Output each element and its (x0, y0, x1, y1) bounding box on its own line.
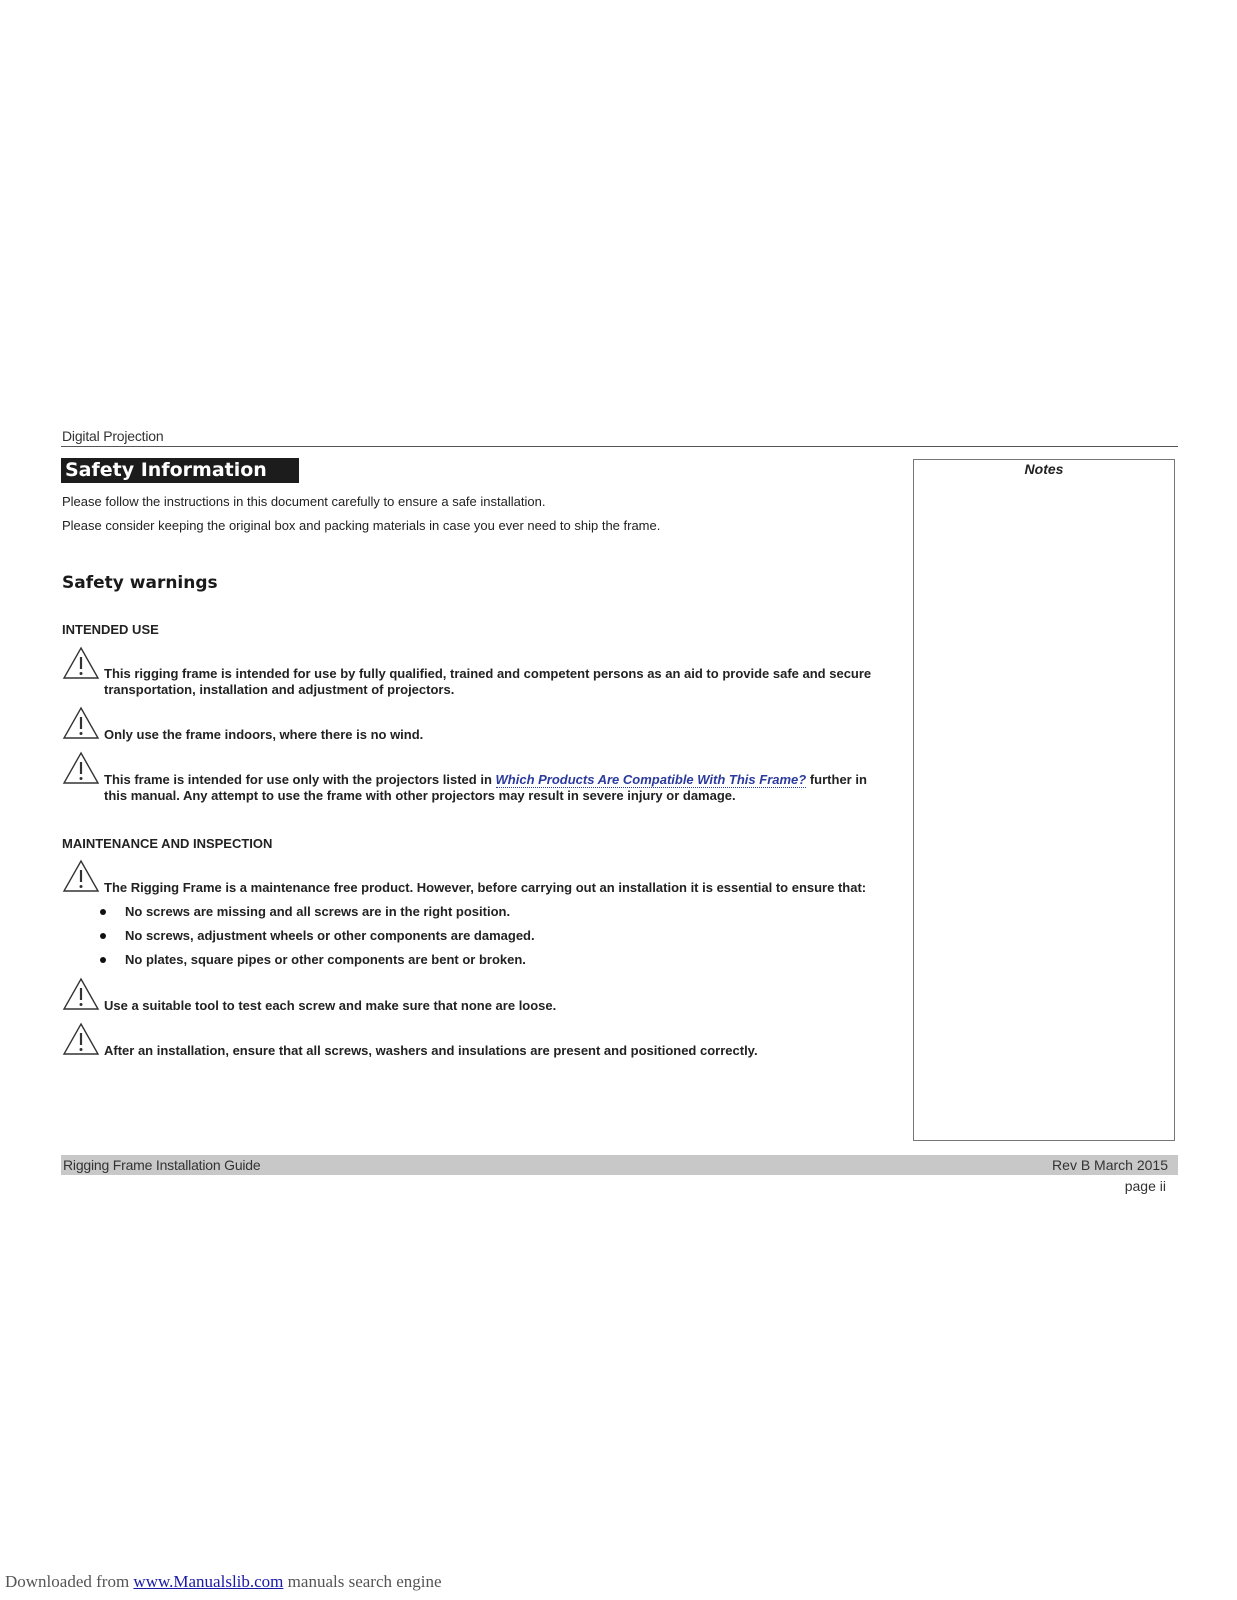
warning-text: Use a suitable tool to test each screw and make sure that none are loose. (104, 998, 557, 1013)
warning-triangle-icon (62, 706, 100, 740)
warning-triangle-icon (62, 751, 100, 785)
brand-name: Digital Projection (62, 428, 164, 444)
bullet-icon (100, 957, 106, 963)
page-number: page ii (1124, 1178, 1166, 1194)
warning-text: After an installation, ensure that all screws, washers and insulations are present and positioned correctly. (104, 1043, 758, 1058)
notes-title: Notes (1024, 461, 1064, 477)
warning-text: The Rigging Frame is a maintenance free product. However, before carrying out an installation it is essential to ensure that: (104, 880, 867, 895)
intro-paragraph-1: Please follow the instructions in this document carefully to ensure a safe installation. (62, 494, 546, 509)
warning-triangle-icon (62, 1022, 100, 1056)
bullet-icon (100, 933, 106, 939)
revision-label: Rev B March 2015 (1052, 1157, 1168, 1173)
section-title: Safety Information (61, 458, 299, 483)
download-banner: Downloaded from www.Manualslib.com manuals search engine (5, 1572, 442, 1591)
warning-text: This frame is intended for use only with the projectors listed in Which Products Are Compatible With This Frame? further in this manual. Any attempt to use the frame with other projectors may result in severe injury or damage. (104, 772, 867, 803)
warning-text: This rigging frame is intended for use by fully qualified, trained and competent persons as an aid to provide safe and secure transportation, installation and adjustment of projectors. (104, 666, 872, 697)
warning-text: Only use the frame indoors, where there is no wind. (104, 727, 424, 742)
intended-use-heading: INTENDED USE (62, 622, 159, 637)
notes-panel (913, 459, 1175, 1141)
warning-triangle-icon (62, 977, 100, 1011)
guide-title: Rigging Frame Installation Guide (63, 1157, 261, 1173)
safety-warnings-heading: Safety warnings (62, 573, 218, 593)
intro-paragraph-2: Please consider keeping the original box and packing materials in case you ever need to ship the frame. (62, 518, 661, 533)
maintenance-heading: MAINTENANCE AND INSPECTION (62, 836, 273, 851)
footer-bar (61, 1155, 1178, 1175)
compatible-products-link[interactable]: Which Products Are Compatible With This Frame? (495, 772, 807, 787)
manualslib-link[interactable]: www.Manualslib.com (133, 1572, 284, 1591)
header-divider (61, 446, 1178, 447)
bullet-icon (100, 909, 106, 915)
warning-triangle-icon (62, 859, 100, 893)
warning-triangle-icon (62, 646, 100, 680)
